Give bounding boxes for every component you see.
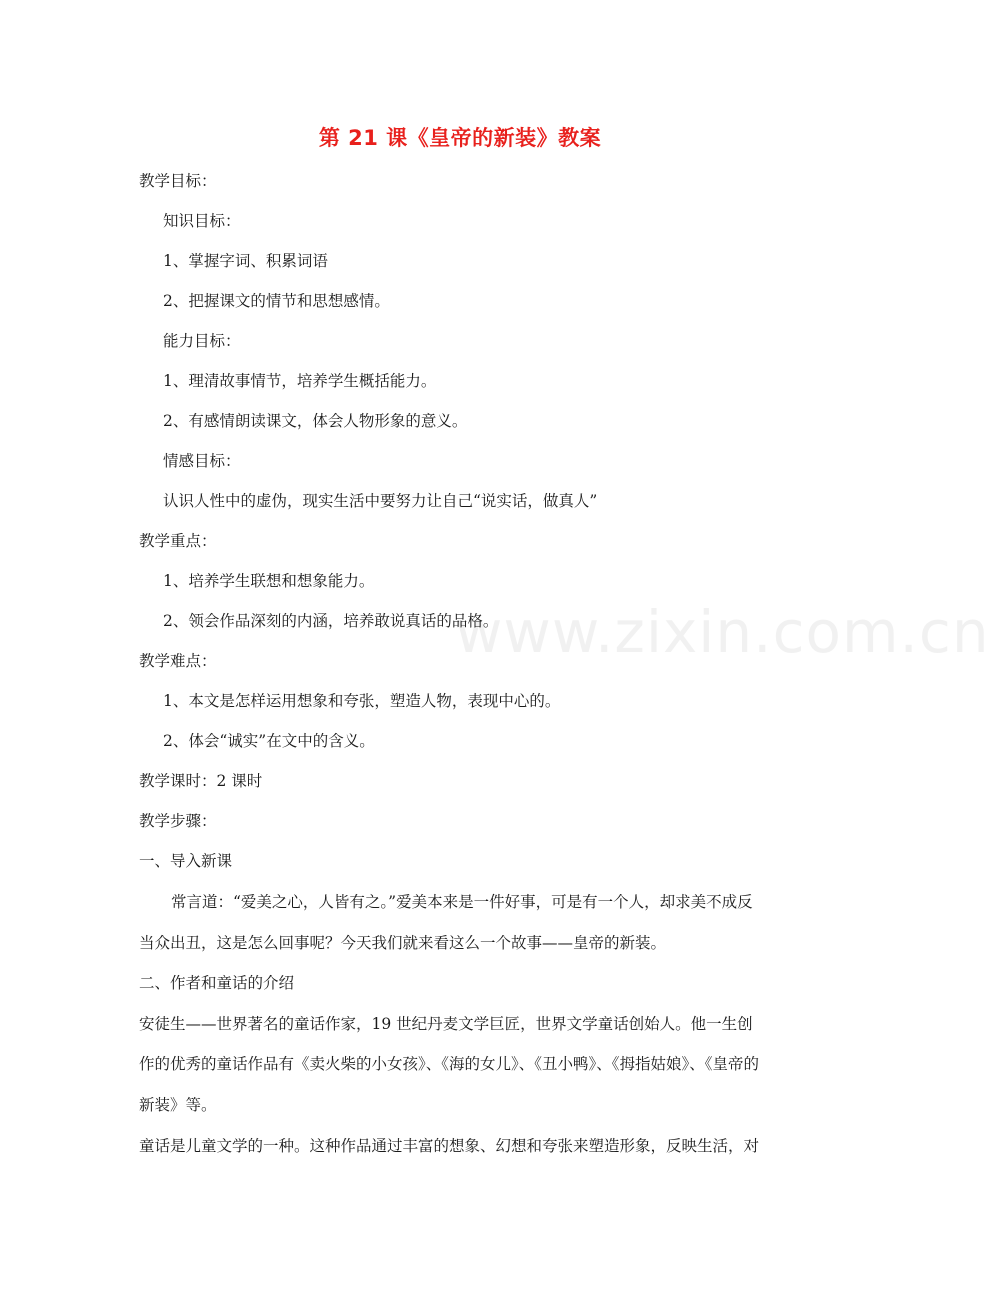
- list-item: 1、培养学生联想和想象能力。: [163, 572, 375, 590]
- paragraph-line: 作的优秀的童话作品有《卖火柴的小女孩》、《海的女儿》、《丑小鸭》、《拇指姑娘》、《皇帝的: [139, 1055, 760, 1073]
- document-title: 第 21 课《皇帝的新装》教案: [318, 126, 602, 150]
- list-item: 1、理清故事情节，培养学生概括能力。: [163, 372, 437, 390]
- list-item: 1、掌握字词、积累词语: [163, 252, 328, 270]
- paragraph-line: 安徒生——世界著名的童话作家，19 世纪丹麦文学巨匠，世界文学童话创始人。他一生创: [139, 1015, 753, 1033]
- section-heading-class-hours: 教学课时：2 课时: [139, 772, 263, 790]
- watermark: www.zixin.com.cn: [455, 598, 990, 666]
- paragraph-line: 常言道：“爱美之心，人皆有之。”爱美本来是一件好事，可是有一个人，却求美不成反: [171, 893, 753, 911]
- paragraph-line: 当众出丑，这是怎么回事呢？今天我们就来看这么一个故事——皇帝的新装。: [139, 934, 667, 952]
- paragraph-line: 新装》等。: [139, 1096, 217, 1114]
- section-heading-key-points: 教学重点：: [139, 532, 217, 550]
- list-item: 1、本文是怎样运用想象和夸张，塑造人物，表现中心的。: [163, 692, 561, 710]
- list-item: 2、体会“诚实”在文中的含义。: [163, 732, 375, 750]
- section-heading-steps: 教学步骤：: [139, 812, 217, 830]
- subheading-emotion: 情感目标：: [163, 452, 241, 470]
- section-heading-difficulties: 教学难点：: [139, 652, 217, 670]
- paragraph-line: 认识人性中的虚伪，现实生活中要努力让自己“说实话，做真人”: [163, 492, 598, 510]
- list-item: 2、有感情朗读课文，体会人物形象的意义。: [163, 412, 468, 430]
- list-item: 2、把握课文的情节和思想感情。: [163, 292, 390, 310]
- paragraph-line: 童话是儿童文学的一种。这种作品通过丰富的想象、幻想和夸张来塑造形象，反映生活，对: [139, 1137, 760, 1155]
- subheading-knowledge: 知识目标：: [163, 212, 241, 230]
- section-heading-objectives: 教学目标：: [139, 172, 217, 190]
- subheading-ability: 能力目标：: [163, 332, 241, 350]
- step-heading-intro: 一、导入新课: [139, 852, 233, 870]
- list-item: 2、领会作品深刻的内涵，培养敢说真话的品格。: [163, 612, 499, 630]
- step-heading-author: 二、作者和童话的介绍: [139, 974, 295, 992]
